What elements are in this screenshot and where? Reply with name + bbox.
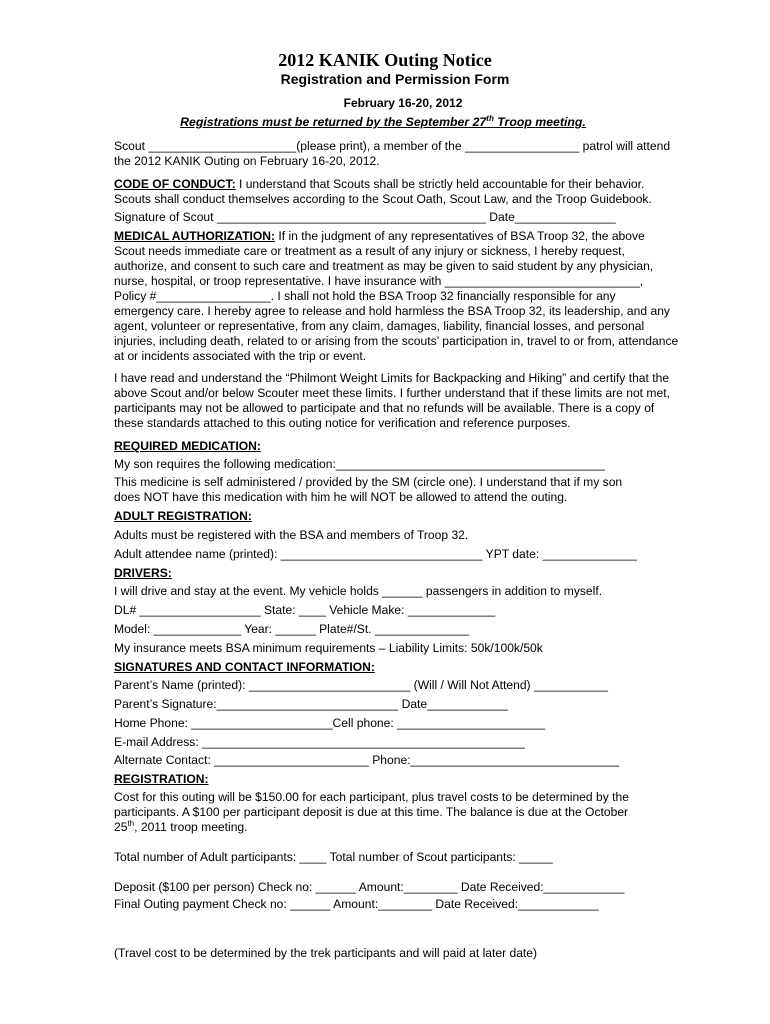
- philmont-line-4: these standards attached to this outing notice for verification and reference purposes.: [114, 416, 571, 430]
- adult-registration-heading: ADULT REGISTRATION:: [114, 509, 252, 523]
- scout-line-2: the 2012 KANIK Outing on February 16-20, 2012.: [114, 154, 380, 168]
- notice-text-end: Troop meeting.: [493, 115, 586, 129]
- drivers-heading: DRIVERS:: [114, 566, 172, 580]
- medical-heading: MEDICAL AUTHORIZATION:: [114, 229, 276, 243]
- registration-date-sup: th: [127, 818, 135, 828]
- return-notice: [0, 115, 768, 130]
- conduct-heading: CODE OF CONDUCT:: [114, 177, 236, 191]
- registration-line-1: Cost for this outing will be $150.00 for each participant, plus travel costs to be determined by the: [114, 790, 629, 804]
- outing-dates: February 16-20, 2012: [343, 96, 463, 110]
- registration-line-2: participants. A $100 per participant deposit is due at this time. The balance is due at the October: [114, 805, 629, 819]
- deposit-line: Deposit ($100 per person) Check no: ______ Amount:________ Date Received:____________: [114, 880, 625, 894]
- parent-signature-line: Parent’s Signature:___________________________ Date____________: [114, 697, 508, 711]
- scout-signature-line: Signature of Scout ________________________________________ Date_______________: [114, 210, 616, 224]
- registration-heading: REGISTRATION:: [114, 772, 209, 786]
- philmont-line-1: I have read and understand the “Philmont Weight Limits for Backpacking and Hiking” and certify that the: [114, 371, 670, 385]
- form-title: 2012 KANIK Outing Notice: [278, 50, 492, 70]
- drivers-line-2: DL# __________________ State: ____ Vehicle Make: _____________: [114, 603, 496, 617]
- drivers-line-1: I will drive and stay at the event. My vehicle holds ______ passengers in addition to myself.: [114, 584, 603, 598]
- medication-heading: REQUIRED MEDICATION:: [114, 439, 261, 453]
- registration-date-day: 25: [114, 820, 128, 834]
- registration-date-rest: , 2011 troop meeting.: [134, 820, 248, 834]
- travel-cost-note: (Travel cost to be determined by the trek participants and will paid at later date): [114, 946, 538, 960]
- adult-attendee-line: Adult attendee name (printed): ______________________________ YPT date: ______________: [114, 547, 637, 561]
- medical-line-8: injuries, including death, related to or arising from the scouts’ participation in, travel to or from, attendance: [114, 334, 679, 348]
- final-payment-line: Final Outing payment Check no: ______ Amount:________ Date Received:____________: [114, 897, 599, 911]
- form-subtitle: Registration and Permission Form: [280, 71, 510, 87]
- medical-text: If in the judgment of any representatives of BSA Troop 32, the above: [275, 229, 645, 243]
- drivers-line-3: Model: _____________ Year: ______ Plate#/St. ______________: [114, 622, 470, 636]
- scout-line-1: Scout ______________________(please print), a member of the _________________ patrol will attend: [114, 139, 671, 153]
- medication-line-3: does NOT have this medication with him he will NOT be allowed to attend the outing.: [114, 490, 568, 504]
- signatures-heading: SIGNATURES AND CONTACT INFORMATION:: [114, 660, 375, 674]
- adult-registration-line-1: Adults must be registered with the BSA and members of Troop 32.: [114, 528, 469, 542]
- conduct-line-2: Scouts shall conduct themselves according to the Scout Oath, Scout Law, and the Troop Guidebook.: [114, 192, 652, 206]
- email-line: E-mail Address: ________________________________________________: [114, 735, 525, 749]
- parent-name-line: Parent’s Name (printed): ________________________ (Will / Will Not Attend) ___________: [114, 678, 608, 692]
- medical-line-9: at or incidents associated with the trip or event.: [114, 349, 367, 363]
- conduct-text: I understand that Scouts shall be strictly held accountable for their behavior.: [235, 177, 645, 191]
- drivers-line-4: My insurance meets BSA minimum requirements – Liability Limits: 50k/100k/50k: [114, 641, 543, 655]
- participant-totals-line: Total number of Adult participants: ____ Total number of Scout participants: _____: [114, 850, 553, 864]
- medical-line-4: nurse, hospital, or troop representative. I have insurance with _____________________________,: [114, 274, 644, 288]
- medical-line-6: emergency care. I hereby agree to release and hold harmless the BSA Troop 32, its leadership, and any: [114, 304, 670, 318]
- philmont-line-3: participants may not be allowed to participate and that no refunds will be available. There is a copy of: [114, 401, 655, 415]
- philmont-line-2: above Scout and/or below Scouter meet these limits. I further understand that if these limits are not met,: [114, 386, 670, 400]
- medical-line-7: agent, volunteer or representative, from any claim, damages, liability, financial losses, and personal: [114, 319, 645, 333]
- alternate-contact-line: Alternate Contact: _______________________ Phone:_______________________________: [114, 753, 620, 767]
- notice-sup: th: [486, 113, 494, 123]
- registration-line-3: [114, 820, 248, 835]
- medical-line-5: Policy #_________________. I shall not hold the BSA Troop 32 financially responsible for any: [114, 289, 616, 303]
- medical-line-2: Scout needs immediate care or treatment as a result of any injury or sickness, I hereby request,: [114, 244, 625, 258]
- conduct-line-1: [114, 177, 644, 192]
- medication-line-1: My son requires the following medication:________________________________________: [114, 457, 605, 471]
- medical-line-3: authorize, and consent to such care and treatment as may be given to said student by any physician,: [114, 259, 654, 273]
- medication-line-2: This medicine is self administered / provided by the SM (circle one). I understand that if my son: [114, 475, 623, 489]
- phone-line: Home Phone: _____________________Cell phone: ______________________: [114, 716, 546, 730]
- notice-text: Registrations must be returned by the September 27: [180, 115, 487, 129]
- medical-line-1: [114, 229, 645, 244]
